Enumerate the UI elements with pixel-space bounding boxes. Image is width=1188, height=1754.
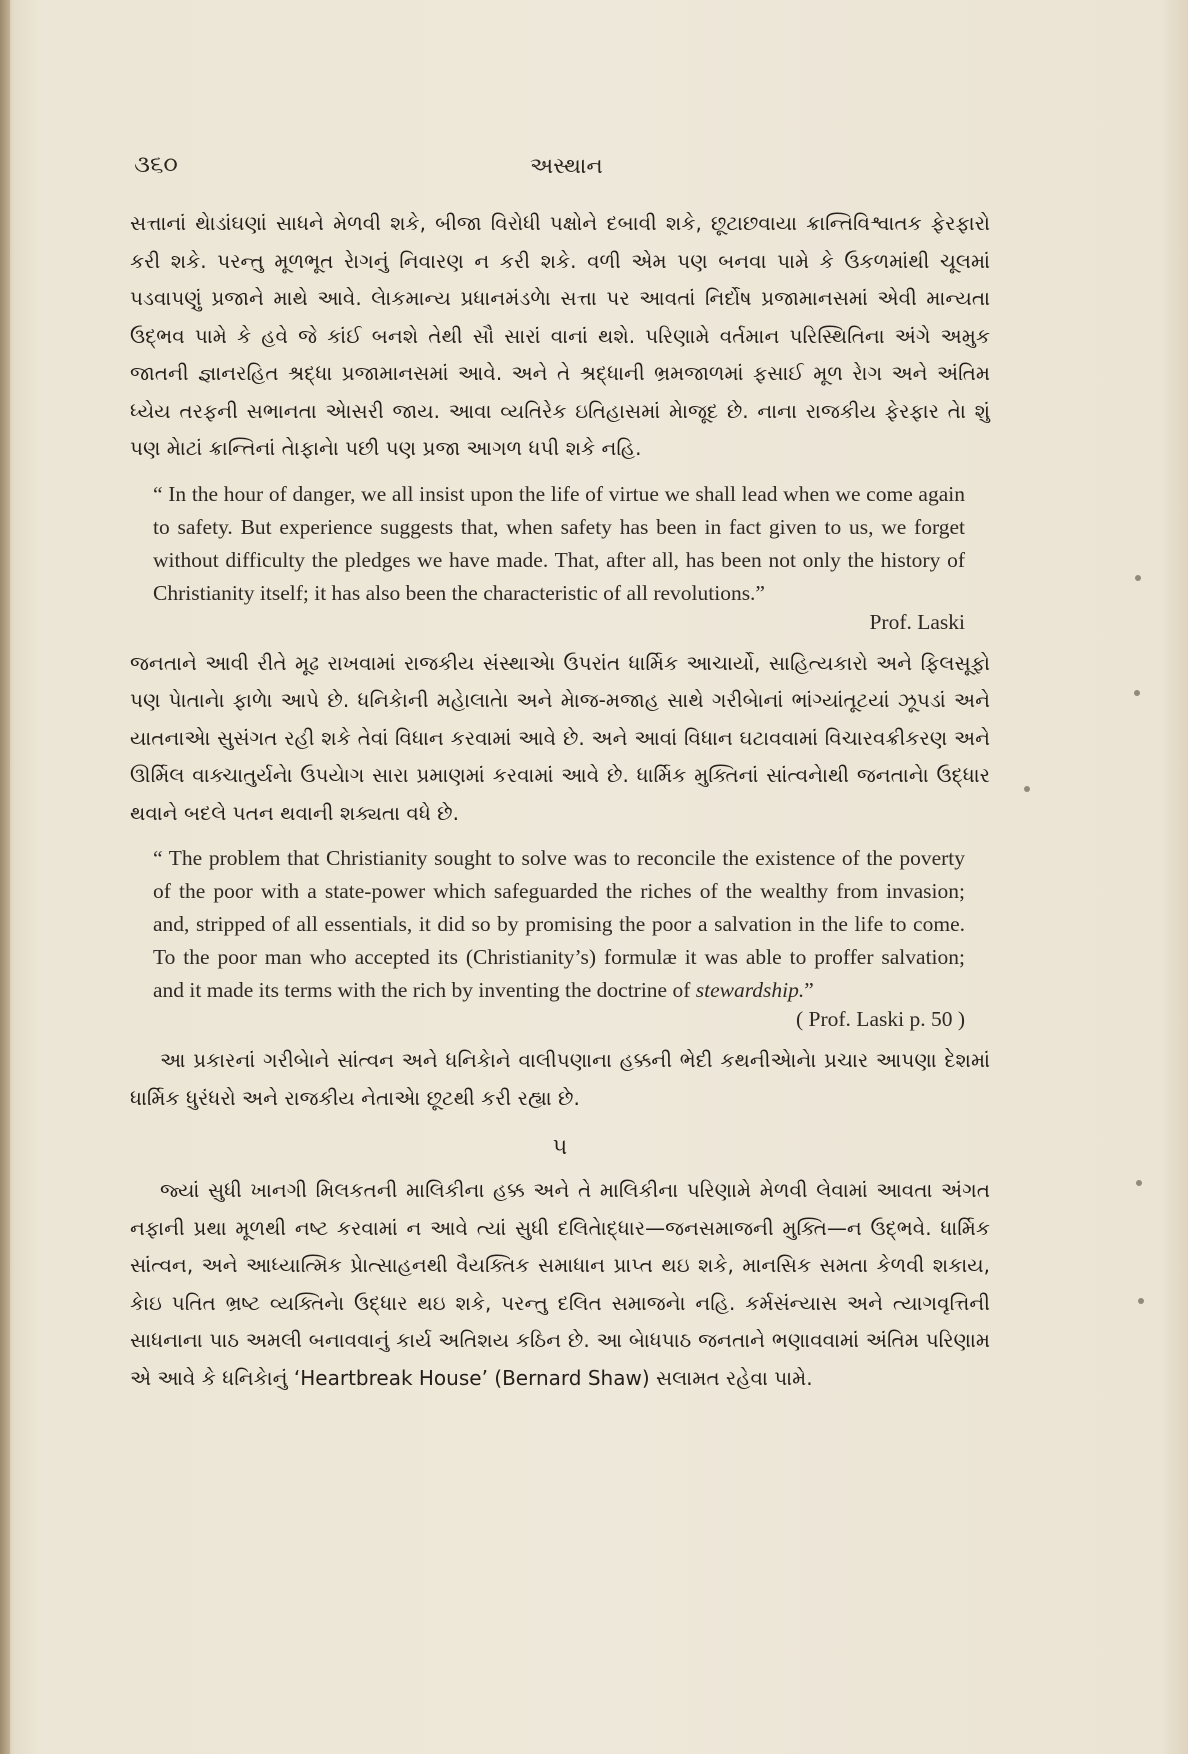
- running-title: અસ્થાન: [530, 154, 603, 179]
- quote-italic-term: stewardship.: [695, 978, 805, 1002]
- quote-laski-1: [153, 478, 965, 639]
- page-header: [0, 150, 1188, 190]
- quote-text: “ The problem that Christianity sought to solve was to reconcile the existence of the poverty of the poor with a state-power which safeguarded the riches of the wealthy from invasion; and, stripped of all essentials, it did so by promising the poor a salvation in the life to come. To the poor man who accepted its (Christianity’s) formulæ it was able to proffer salvation; and it made its terms with the rich by inventing the doctrine of: [153, 846, 965, 1002]
- paragraph-2: જનતાને આવી રીતે મૂઢ રાખવામાં રાજકીય સંસ્થાએા ઉપરાંત ધાર્મિક આચાર્યો, સાહિત્યકારો અને ફિલસૂફો પણ પેાતાનેા ફાળેા આપે છે. ધનિકેાની મહેાલાતેા અને મેાજ-મજાહ સાથે ગરીબેાનાં ભાંગ્યાંતૂટયાં ઝૂપડાં અને યાતનાએા સુસંગત રહી શકે તેવાં વિધાન કરવામાં આવે છે. અને આવાં વિધાન ઘટાવવામાં વિચારવક્રીકરણ અને ઊર્મિલ વાક્ચાતુર્યનેા ઉપયેાગ સારા પ્રમાણમાં કરવામાં આવે છે. ધાર્મિક મુક્તિનાં સાંત્વનેાથી જનતાનેા ઉદ્ધાર થવાને બદલે પતન થવાની શક્યતા વધે છે.: [130, 650, 990, 825]
- quote-close-mark: ”: [804, 978, 814, 1002]
- quote-citation: ( Prof. Laski p. 50 ): [796, 1007, 965, 1031]
- paragraph-4: જ્યાં સુધી ખાનગી મિલકતની માલિકીના હક્ક અને તે માલિકીના પરિણામે મેળવી લેવામાં આવતા અંગત નફાની પ્રથા મૂળથી નષ્ટ કરવામાં ન આવે ત્યાં સુધી દલિતેાદ્ધાર—જનસમાજની મુક્તિ—ન ઉદ્ભવે. ધાર્મિક સાંત્વન, અને આધ્યાત્મિક પ્રેાત્સાહનથી વૈયક્તિક સમાધાન પ્રાપ્ત થઇ શકે, માનસિક સમતા કેળવી શકાય, કેાઇ પતિત ભ્રષ્ટ વ્યક્તિનેા ઉદ્ધાર થઇ શકે, પરન્તુ દલિત સમાજનેા નહિ. કર્મસંન્યાસ અને ત્યાગવૃત્તિની સાધનાના પાઠ અમલી બનાવવાનું કાર્ય અતિશય કઠિન છે. આ બેાધપાઠ જનતાને ભણાવવામાં અંતિમ પરિણામ એ આવે કે ધનિકેાનું ‘Heartbreak House’ (Bernard Shaw) સલામત રહેવા પામે.: [130, 1178, 990, 1390]
- paper-spot: [1135, 575, 1141, 581]
- paper-spot: [1024, 786, 1030, 792]
- paper-spot: [1134, 690, 1140, 696]
- page-body: [130, 205, 990, 1397]
- quote-citation: Prof. Laski: [869, 609, 965, 634]
- paragraph-1: સત્તાનાં થેાડાંઘણાં સાધને મેળવી શકે, બીજા વિરોધી પક્ષોને દબાવી શકે, છૂટાછવાયા ક્રાન્તિવિશ્વાતક ફેરફારો કરી શકે. પરન્તુ મૂળભૂત રેાગનું નિવારણ ન કરી શકે. વળી એમ પણ બનવા પામે કે ઉકળમાંથી ચૂલમાં પડવાપણું પ્રજાને માથે આવે. લેાકમાન્ય પ્રધાનમંડળેા સત્તા પર આવતાં નિર્દોષ પ્રજામાનસમાં એવી માન્યતા ઉદ્ભવ પામે કે હવે જે કાંઈ બનશે તેથી સૌ સારાં વાનાં થશે. પરિણામે વર્તમાન પરિસ્થિતિના અંગે અમુક જાતની જ્ઞાનરહિત શ્રદ્ધા પ્રજામાનસમાં આવે. અને તે શ્રદ્ધાની ભ્રમજાળમાં ફસાઈ મૂળ રેાગ અને અંતિમ ધ્યેય તરફની સભાનતા એાસરી જાય. આવા વ્યતિરેક ઇતિહાસમાં મેાજૂદ છે. નાના રાજકીય ફેરફાર તેા શું પણ મેાટાં ક્રાન્તિનાં તેાફાનેા પછી પણ પ્રજા આગળ ધપી શકે નહિ.: [130, 211, 990, 460]
- paragraph-3: આ પ્રકારનાં ગરીબેાને સાંત્વન અને ધનિકેાને વાલીપણાના હક્કની ભેદી કથનીએાનેા પ્રચાર આપણા દેશમાં ધાર્મિક ધુરંધરો અને રાજકીય નેતાએા છૂટથી કરી રહ્યા છે.: [130, 1048, 990, 1110]
- paper-spot: [1138, 1298, 1144, 1304]
- quote-text: “ In the hour of danger, we all insist upon the life of virtue we shall lead when we come again to safety. But experience suggests that, when safety has been in fact given to us, we forget without difficulty the pledges we have made. That, after all, has been not only the history of Christianity itself; it has also been the characteristic of all revolutions.”: [153, 481, 965, 605]
- paper-spot: [1136, 1180, 1142, 1186]
- page-number: ૩૬૦: [134, 150, 178, 178]
- quote-laski-2: [153, 842, 965, 1036]
- section-number: ૫: [552, 1135, 568, 1160]
- page-binding-edge: [0, 0, 10, 1754]
